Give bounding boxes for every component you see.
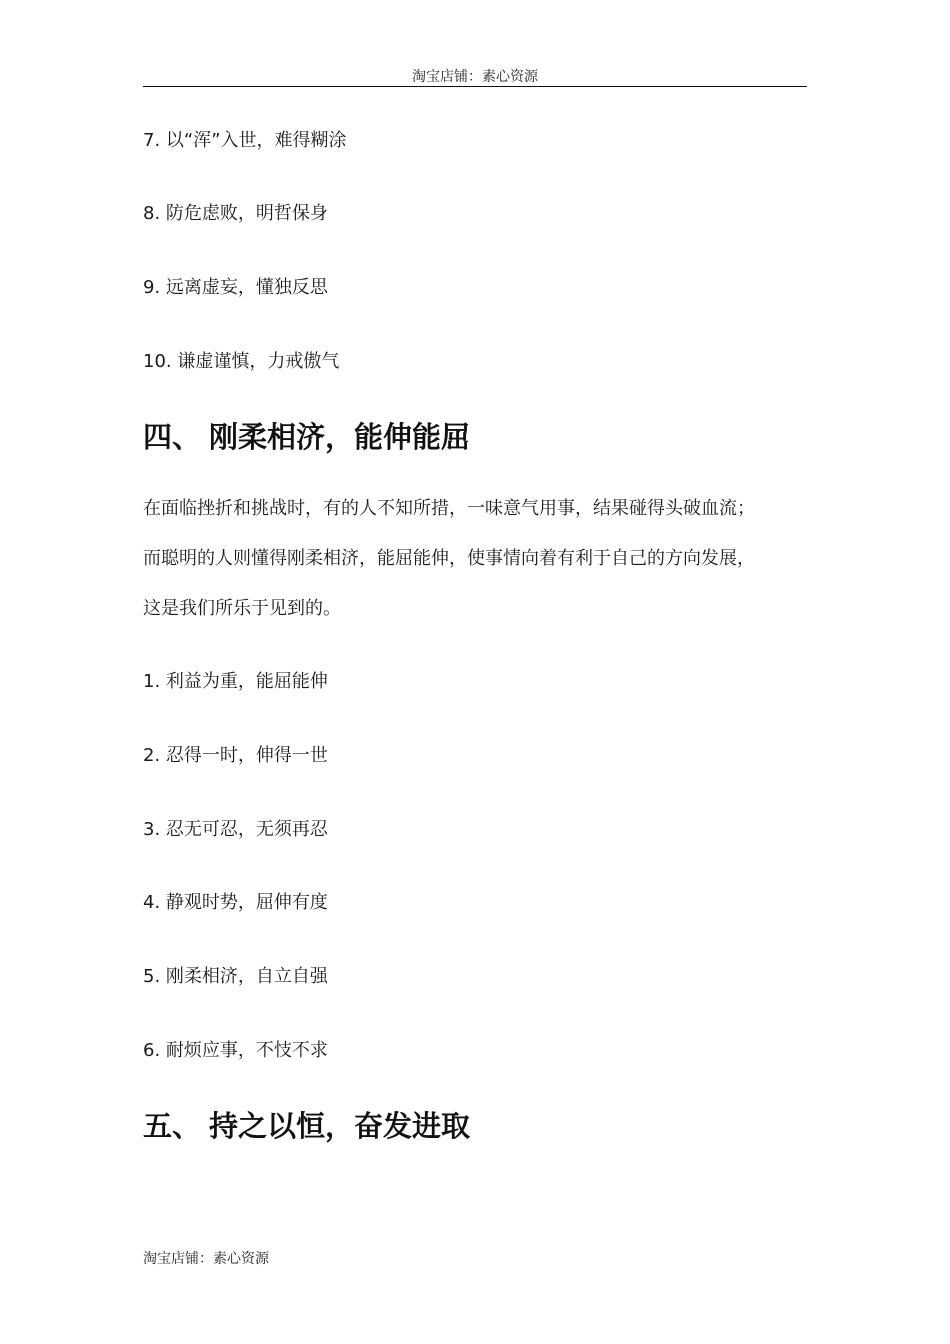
header-divider bbox=[143, 86, 807, 87]
section-heading-4 bbox=[143, 419, 470, 455]
list-item: 2. 忍得一时，伸得一世 bbox=[143, 745, 328, 766]
paragraph-line: 而聪明的人则懂得刚柔相济，能屈能伸，使事情向着有利于自己的方向发展， bbox=[143, 548, 755, 569]
list-item: 9. 远离虚妄，懂独反思 bbox=[143, 277, 328, 298]
page-footer: 淘宝店铺：素心资源 bbox=[143, 1251, 269, 1267]
list-item: 1. 利益为重，能屈能伸 bbox=[143, 671, 328, 692]
section-number: 四、 bbox=[143, 420, 202, 454]
section-number: 五、 bbox=[143, 1109, 202, 1143]
paragraph-line: 在面临挫折和挑战时，有的人不知所措，一味意气用事，结果碰得头破血流； bbox=[143, 498, 755, 519]
list-item: 5. 刚柔相济，自立自强 bbox=[143, 966, 328, 987]
section-title: 持之以恒，奋发进取 bbox=[209, 1109, 471, 1143]
list-item: 8. 防危虑败，明哲保身 bbox=[143, 203, 328, 224]
list-item: 7. 以“浑”入世，难得糊涂 bbox=[143, 130, 347, 151]
list-item: 6. 耐烦应事，不忮不求 bbox=[143, 1040, 328, 1061]
paragraph-line: 这是我们所乐于见到的。 bbox=[143, 598, 341, 619]
section-title: 刚柔相济，能伸能屈 bbox=[209, 420, 471, 454]
list-item: 4. 静观时势，屈伸有度 bbox=[143, 892, 328, 913]
list-item: 3. 忍无可忍，无须再忍 bbox=[143, 819, 328, 840]
section-heading-5 bbox=[143, 1108, 470, 1144]
page-header: 淘宝店铺：素心资源 bbox=[412, 69, 538, 85]
list-item: 10. 谦虚谨慎，力戒傲气 bbox=[143, 351, 340, 372]
